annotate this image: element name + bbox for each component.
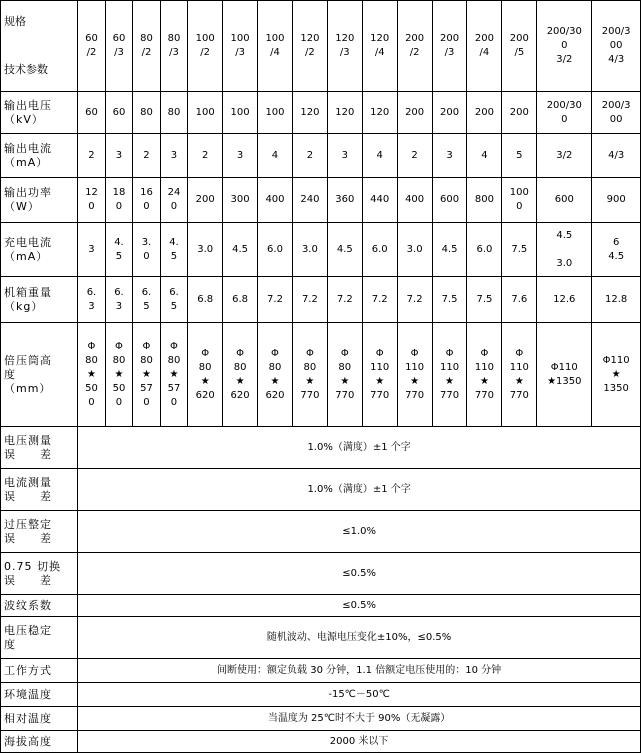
spec-value: 1.0%（满度）±1 个字 [78, 469, 641, 511]
row-label: 电压测量 误 差 [1, 427, 78, 469]
row-label: 工作方式 [1, 659, 78, 683]
value-cell: Φ 110 ★ 770 [397, 323, 432, 427]
value-cell: Φ110 ★1350 [537, 323, 592, 427]
value-cell: 24 0 [160, 178, 188, 223]
row-ambient-temp [1, 683, 641, 707]
row-multiplier-height [1, 323, 641, 427]
value-cell: 16 0 [133, 178, 161, 223]
value-cell: 120 [362, 92, 397, 134]
header-label-cell [1, 1, 78, 92]
model-cell: 100 /2 [188, 1, 223, 92]
value-cell: Φ 80 ★ 770 [292, 323, 327, 427]
row-output-power [1, 178, 641, 223]
value-cell: Φ 110 ★ 770 [467, 323, 502, 427]
row-label: 输出电流 （mA） [1, 134, 78, 178]
row-label: 0.75 切换 误 差 [1, 553, 78, 595]
value-cell: 4.5 [223, 223, 258, 277]
value-cell: 6.0 [467, 223, 502, 277]
row-voltage-error [1, 427, 641, 469]
value-cell: 12 0 [78, 178, 106, 223]
value-cell: 7.2 [327, 277, 362, 323]
value-cell: 2 [188, 134, 223, 178]
row-label: 输出功率 （W） [1, 178, 78, 223]
value-cell: 100 [188, 92, 223, 134]
value-cell: 4. 5 [105, 223, 133, 277]
header-row [1, 1, 641, 92]
value-cell: 900 [592, 178, 641, 223]
value-cell: 200 [188, 178, 223, 223]
spec-value: 1.0%（满度）±1 个字 [78, 427, 641, 469]
value-cell: Φ 80 ★ 620 [258, 323, 293, 427]
row-label: 环境温度 [1, 683, 78, 707]
value-cell: 200 [397, 92, 432, 134]
value-cell: 600 [537, 178, 592, 223]
value-cell: 2 [292, 134, 327, 178]
value-cell: 6. 3 [78, 277, 106, 323]
value-cell: 60 [78, 92, 106, 134]
value-cell: 7.5 [432, 277, 467, 323]
model-cell: 60 /3 [105, 1, 133, 92]
value-cell: 7.2 [292, 277, 327, 323]
model-cell: 200 /3 [432, 1, 467, 92]
model-cell: 80 /3 [160, 1, 188, 92]
spec-value: 随机波动、电源电压变化±10%，≤0.5% [78, 617, 641, 659]
value-cell: 200 [502, 92, 537, 134]
value-cell: 12.8 [592, 277, 641, 323]
value-cell: 7.2 [362, 277, 397, 323]
row-relative-temp [1, 707, 641, 731]
value-cell: 4 [258, 134, 293, 178]
model-cell: 120 /4 [362, 1, 397, 92]
value-cell: Φ110 ★ 1350 [592, 323, 641, 427]
value-cell: Φ 80 ★ 50 0 [105, 323, 133, 427]
row-current-error [1, 469, 641, 511]
value-cell: 200 [432, 92, 467, 134]
value-cell: 60 [105, 92, 133, 134]
value-cell: 7.6 [502, 277, 537, 323]
value-cell: 800 [467, 178, 502, 223]
value-cell: 3 [160, 134, 188, 178]
row-label: 机箱重量 （kg） [1, 277, 78, 323]
model-cell: 200/30 0 3/2 [537, 1, 592, 92]
value-cell: 7.5 [467, 277, 502, 323]
model-cell: 200 /5 [502, 1, 537, 92]
row-overvoltage-error [1, 511, 641, 553]
row-label: 充电电流 （mA） [1, 223, 78, 277]
value-cell: 3 [223, 134, 258, 178]
value-cell: 2 [133, 134, 161, 178]
row-label: 过压整定 误 差 [1, 511, 78, 553]
row-ripple [1, 595, 641, 617]
value-cell: 300 [223, 178, 258, 223]
row-label: 海拔高度 [1, 731, 78, 753]
model-cell: 80 /2 [133, 1, 161, 92]
value-cell: 600 [432, 178, 467, 223]
value-cell: 4/3 [592, 134, 641, 178]
value-cell: Φ 110 ★ 770 [432, 323, 467, 427]
row-label: 输出电压 （kV） [1, 92, 78, 134]
value-cell: 4. 5 [160, 223, 188, 277]
value-cell: 3 [432, 134, 467, 178]
row-label: 电流测量 误 差 [1, 469, 78, 511]
value-cell: 6.0 [362, 223, 397, 277]
value-cell: 400 [397, 178, 432, 223]
value-cell: Φ 80 ★ 620 [188, 323, 223, 427]
value-cell: 400 [258, 178, 293, 223]
value-cell: Φ 110 ★ 770 [502, 323, 537, 427]
value-cell: 4.5 [327, 223, 362, 277]
value-cell: 100 0 [502, 178, 537, 223]
row-altitude [1, 731, 641, 753]
value-cell: 6.8 [188, 277, 223, 323]
value-cell: Φ 80 ★ 620 [223, 323, 258, 427]
model-cell: 200 /4 [467, 1, 502, 92]
model-cell: 120 /2 [292, 1, 327, 92]
row-output-current [1, 134, 641, 178]
value-cell: 3 [105, 134, 133, 178]
model-cell: 200 /2 [397, 1, 432, 92]
value-cell: 200/3 00 [592, 92, 641, 134]
spec-value: -15℃－50℃ [78, 683, 641, 707]
spec-value: ≤0.5% [78, 595, 641, 617]
model-cell: 200/3 00 4/3 [592, 1, 641, 92]
value-cell: 120 [327, 92, 362, 134]
value-cell: 200 [467, 92, 502, 134]
value-cell: 7.2 [397, 277, 432, 323]
value-cell: 5 [502, 134, 537, 178]
value-cell: 6 4.5 [592, 223, 641, 277]
row-label: 相对温度 [1, 707, 78, 731]
value-cell: 7.2 [258, 277, 293, 323]
row-work-mode [1, 659, 641, 683]
value-cell: 6. 5 [160, 277, 188, 323]
header-label-bottom: 技术参数 [4, 63, 48, 76]
value-cell: 440 [362, 178, 397, 223]
value-cell: 4.5 [432, 223, 467, 277]
value-cell: 3/2 [537, 134, 592, 178]
value-cell: Φ 80 ★ 57 0 [160, 323, 188, 427]
header-label-top: 规格 [4, 15, 26, 28]
row-switch-error [1, 553, 641, 595]
value-cell: 100 [223, 92, 258, 134]
value-cell: Φ 80 ★ 50 0 [78, 323, 106, 427]
value-cell: Φ 80 ★ 57 0 [133, 323, 161, 427]
row-chassis-weight [1, 277, 641, 323]
row-label: 波纹系数 [1, 595, 78, 617]
value-cell: Φ 110 ★ 770 [362, 323, 397, 427]
value-cell: 6. 3 [105, 277, 133, 323]
value-cell: 120 [292, 92, 327, 134]
value-cell: 100 [258, 92, 293, 134]
model-cell: 120 /3 [327, 1, 362, 92]
spec-value: ≤0.5% [78, 553, 641, 595]
value-cell: 360 [327, 178, 362, 223]
value-cell: 3.0 [397, 223, 432, 277]
row-label: 倍压筒高 度 （mm） [1, 323, 78, 427]
model-cell: 60 /2 [78, 1, 106, 92]
value-cell: 3.0 [292, 223, 327, 277]
value-cell: 6.0 [258, 223, 293, 277]
value-cell: 4.5 3.0 [537, 223, 592, 277]
spec-value: ≤1.0% [78, 511, 641, 553]
row-voltage-stability [1, 617, 641, 659]
value-cell: 6. 5 [133, 277, 161, 323]
model-cell: 100 /4 [258, 1, 293, 92]
row-charging-current [1, 223, 641, 277]
value-cell: 3.0 [188, 223, 223, 277]
value-cell: 3. 0 [133, 223, 161, 277]
spec-value: 当温度为 25℃时不大于 90%（无凝露） [78, 707, 641, 731]
value-cell: 240 [292, 178, 327, 223]
value-cell: 2 [78, 134, 106, 178]
value-cell: 12.6 [537, 277, 592, 323]
value-cell: 4 [467, 134, 502, 178]
value-cell: 7.5 [502, 223, 537, 277]
row-label: 电压稳定 度 [1, 617, 78, 659]
value-cell: 80 [160, 92, 188, 134]
model-cell: 100 /3 [223, 1, 258, 92]
spec-value: 间断使用：额定负载 30 分钟，1.1 倍额定电压使用的：10 分钟 [78, 659, 641, 683]
row-output-voltage [1, 92, 641, 134]
value-cell: 3 [78, 223, 106, 277]
value-cell: 80 [133, 92, 161, 134]
value-cell: 3 [327, 134, 362, 178]
value-cell: 2 [397, 134, 432, 178]
spec-value: 2000 米以下 [78, 731, 641, 753]
value-cell: Φ 80 ★ 770 [327, 323, 362, 427]
value-cell: 18 0 [105, 178, 133, 223]
value-cell: 4 [362, 134, 397, 178]
value-cell: 6.8 [223, 277, 258, 323]
value-cell: 200/30 0 [537, 92, 592, 134]
